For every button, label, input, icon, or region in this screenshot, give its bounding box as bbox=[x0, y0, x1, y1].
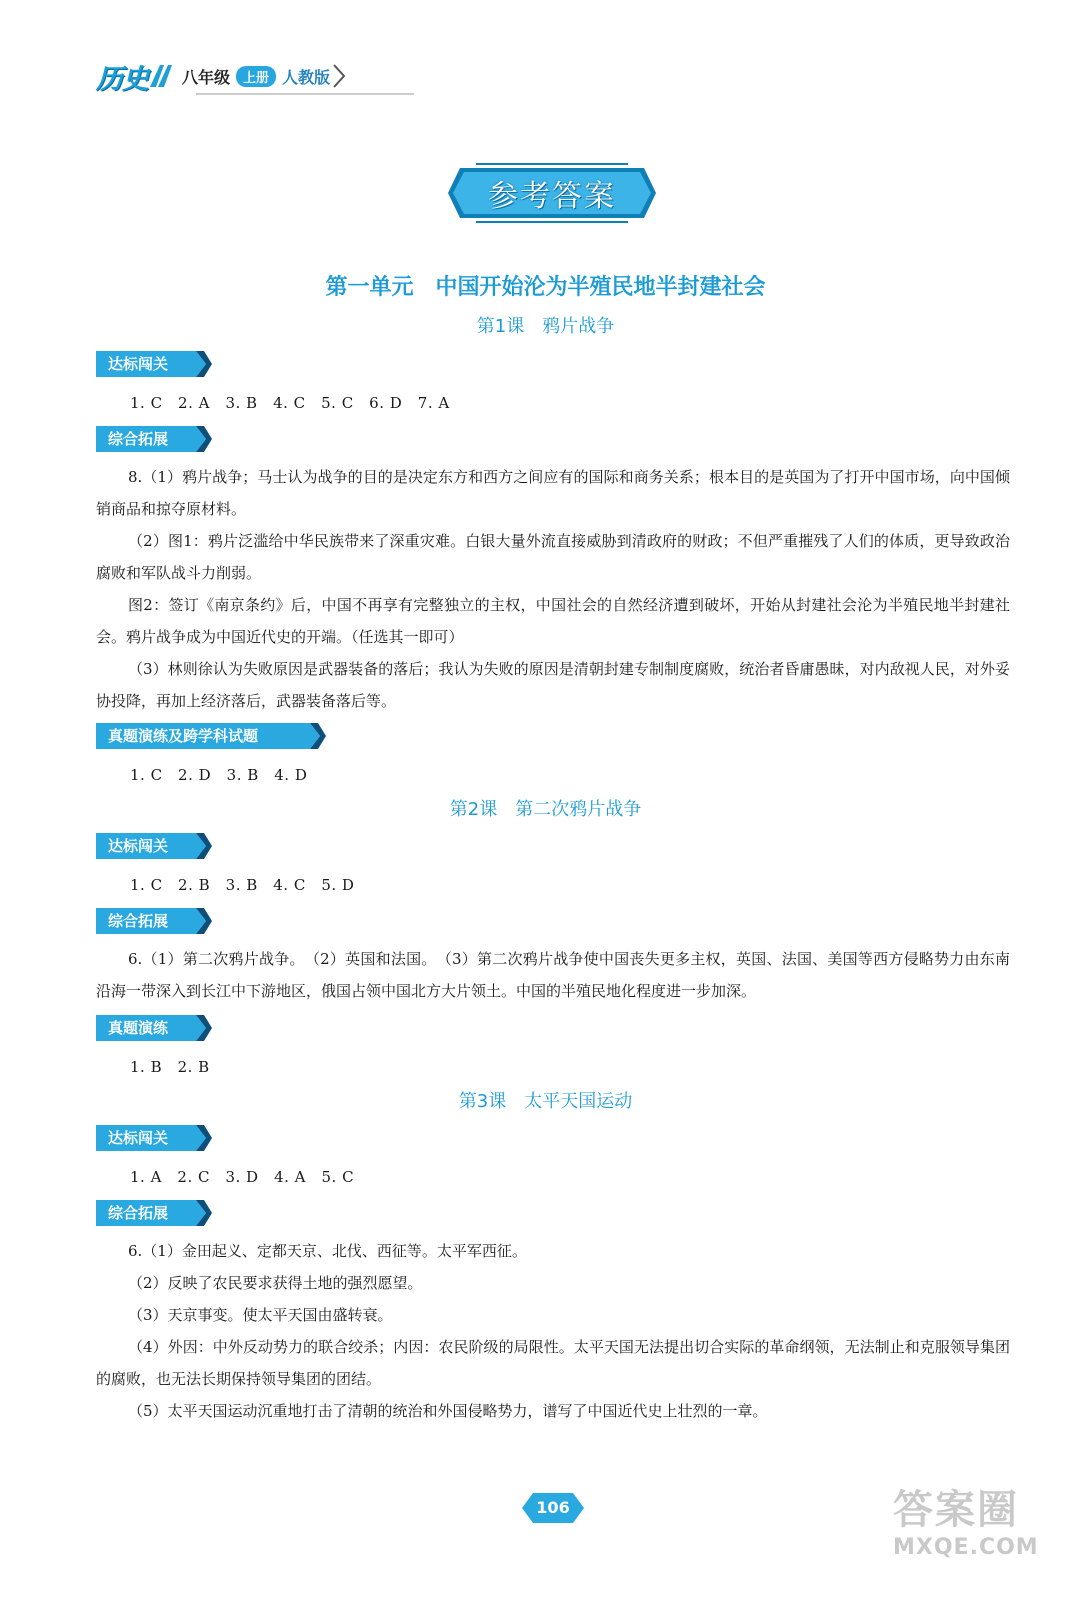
answer-paragraph: 图2：签订《南京条约》后，中国不再享有完整独立的主权，中国社会的自然经济遭到破坏，开始从封建社会沦为半殖民地半封建社会。鸦片战争成为中国近代史的开端。（任选其一即可） bbox=[96, 596, 1010, 646]
series-logo: 历史 bbox=[96, 63, 148, 95]
answer-list: 1. B 2. B bbox=[130, 1058, 210, 1076]
section-tag bbox=[96, 426, 212, 452]
answer-list: 1. A 2. C 3. D 4. A 5. C bbox=[130, 1168, 355, 1186]
unit-title: 第一单元 中国开始沦为半殖民地半封建社会 bbox=[325, 274, 766, 300]
answer-paragraph: （4）外因：中外反动势力的联合绞杀；内因：农民阶级的局限性。太平天国无法提出切合实际的革命纲领，无法制止和克服领导集团的腐败，也无法长期保持领导集团的团结。 bbox=[96, 1338, 1010, 1388]
page-number bbox=[521, 1492, 585, 1524]
grade-label: 八年级 bbox=[182, 67, 231, 87]
watermark-site: MXQE.COM bbox=[893, 1535, 1039, 1560]
series-brand bbox=[96, 58, 346, 94]
volume-badge: 上册 bbox=[236, 66, 276, 87]
header-underline bbox=[96, 92, 416, 98]
answer-list: 1. C 2. B 3. B 4. C 5. D bbox=[130, 876, 355, 894]
lesson-title: 第2课 第二次鸦片战争 bbox=[449, 799, 642, 820]
answer-paragraphs bbox=[96, 943, 1010, 1007]
section-tag bbox=[96, 1200, 212, 1226]
watermark-logo: 答案圈 bbox=[893, 1487, 1019, 1533]
section-tag-label: 达标闯关 bbox=[108, 837, 169, 855]
section-tag bbox=[96, 833, 212, 859]
section-tag bbox=[96, 1125, 212, 1151]
answer-paragraph: （5）太平天国运动沉重地打击了清朝的统治和外国侵略势力，谱写了中国近代史上壮烈的一章。 bbox=[128, 1402, 768, 1420]
lesson-title: 第3课 太平天国运动 bbox=[458, 1091, 633, 1112]
page-title: 参考答案 bbox=[488, 179, 616, 214]
section-tag-label: 达标闯关 bbox=[108, 355, 169, 373]
lesson-title: 第1课 鸦片战争 bbox=[476, 316, 615, 337]
section-tag-label: 综合拓展 bbox=[108, 430, 169, 448]
answer-paragraph: （3）林则徐认为失败原因是武器装备的落后；我认为失败的原因是清朝封建专制制度腐败，统治者昏庸愚昧，对内敌视人民，对外妥协投降，再加上经济落后，武器装备落后等。 bbox=[96, 660, 1010, 710]
section-tag-label: 真题演练 bbox=[108, 1019, 169, 1037]
section-tag-label: 综合拓展 bbox=[108, 1204, 169, 1222]
section-tag-label: 达标闯关 bbox=[108, 1129, 169, 1147]
section-tag bbox=[96, 908, 212, 934]
page-number-text: 106 bbox=[536, 1498, 570, 1517]
watermark bbox=[893, 1478, 1063, 1578]
answer-paragraph: 8.（1）鸦片战争；马士认为战争的目的是决定东方和西方之间应有的国际和商务关系；根本目的是英国为了打开中国市场，向中国倾销商品和掠夺原材料。 bbox=[96, 468, 1010, 518]
section-tag bbox=[96, 1015, 212, 1041]
logo-mark-icon bbox=[146, 61, 176, 91]
edition-label: 人教版 bbox=[282, 67, 331, 87]
answer-paragraphs bbox=[96, 461, 1010, 717]
answer-paragraph: 6.（1）金田起义、定都天京、北伐、西征等。太平军西征。 bbox=[128, 1242, 527, 1260]
section-tag-label: 综合拓展 bbox=[108, 912, 169, 930]
answer-paragraph: （3）天京事变。使太平天国由盛转衰。 bbox=[128, 1306, 393, 1324]
answer-list: 1. C 2. A 3. B 4. C 5. C 6. D 7. A bbox=[130, 394, 450, 412]
answer-paragraph: 6.（1）第二次鸦片战争。 （2）英国和法国。 （3）第二次鸦片战争使中国丧失更多主权，英国、法国、美国等西方侵略势力由东南沿海一带深入到长江中下游地区，俄国占领中国北方大片领土。中国的半殖民地化程度进一步加深。 bbox=[96, 950, 1010, 1000]
section-tag-label: 真题演练及跨学科试题 bbox=[108, 727, 259, 745]
answer-paragraphs bbox=[96, 1235, 1010, 1427]
answer-paragraph: （2）反映了农民要求获得土地的强烈愿望。 bbox=[128, 1274, 423, 1292]
answer-paragraph: （2）图1：鸦片泛滥给中华民族带来了深重灾难。白银大量外流直接威胁到清政府的财政；不但严重摧残了人们的体质，更导致政治腐败和军队战斗力削弱。 bbox=[96, 532, 1010, 582]
section-tag bbox=[96, 723, 326, 749]
chevron-right-icon bbox=[332, 63, 346, 89]
section-tag bbox=[96, 351, 212, 377]
answer-list: 1. C 2. D 3. B 4. D bbox=[130, 766, 308, 784]
title-banner bbox=[446, 162, 658, 224]
